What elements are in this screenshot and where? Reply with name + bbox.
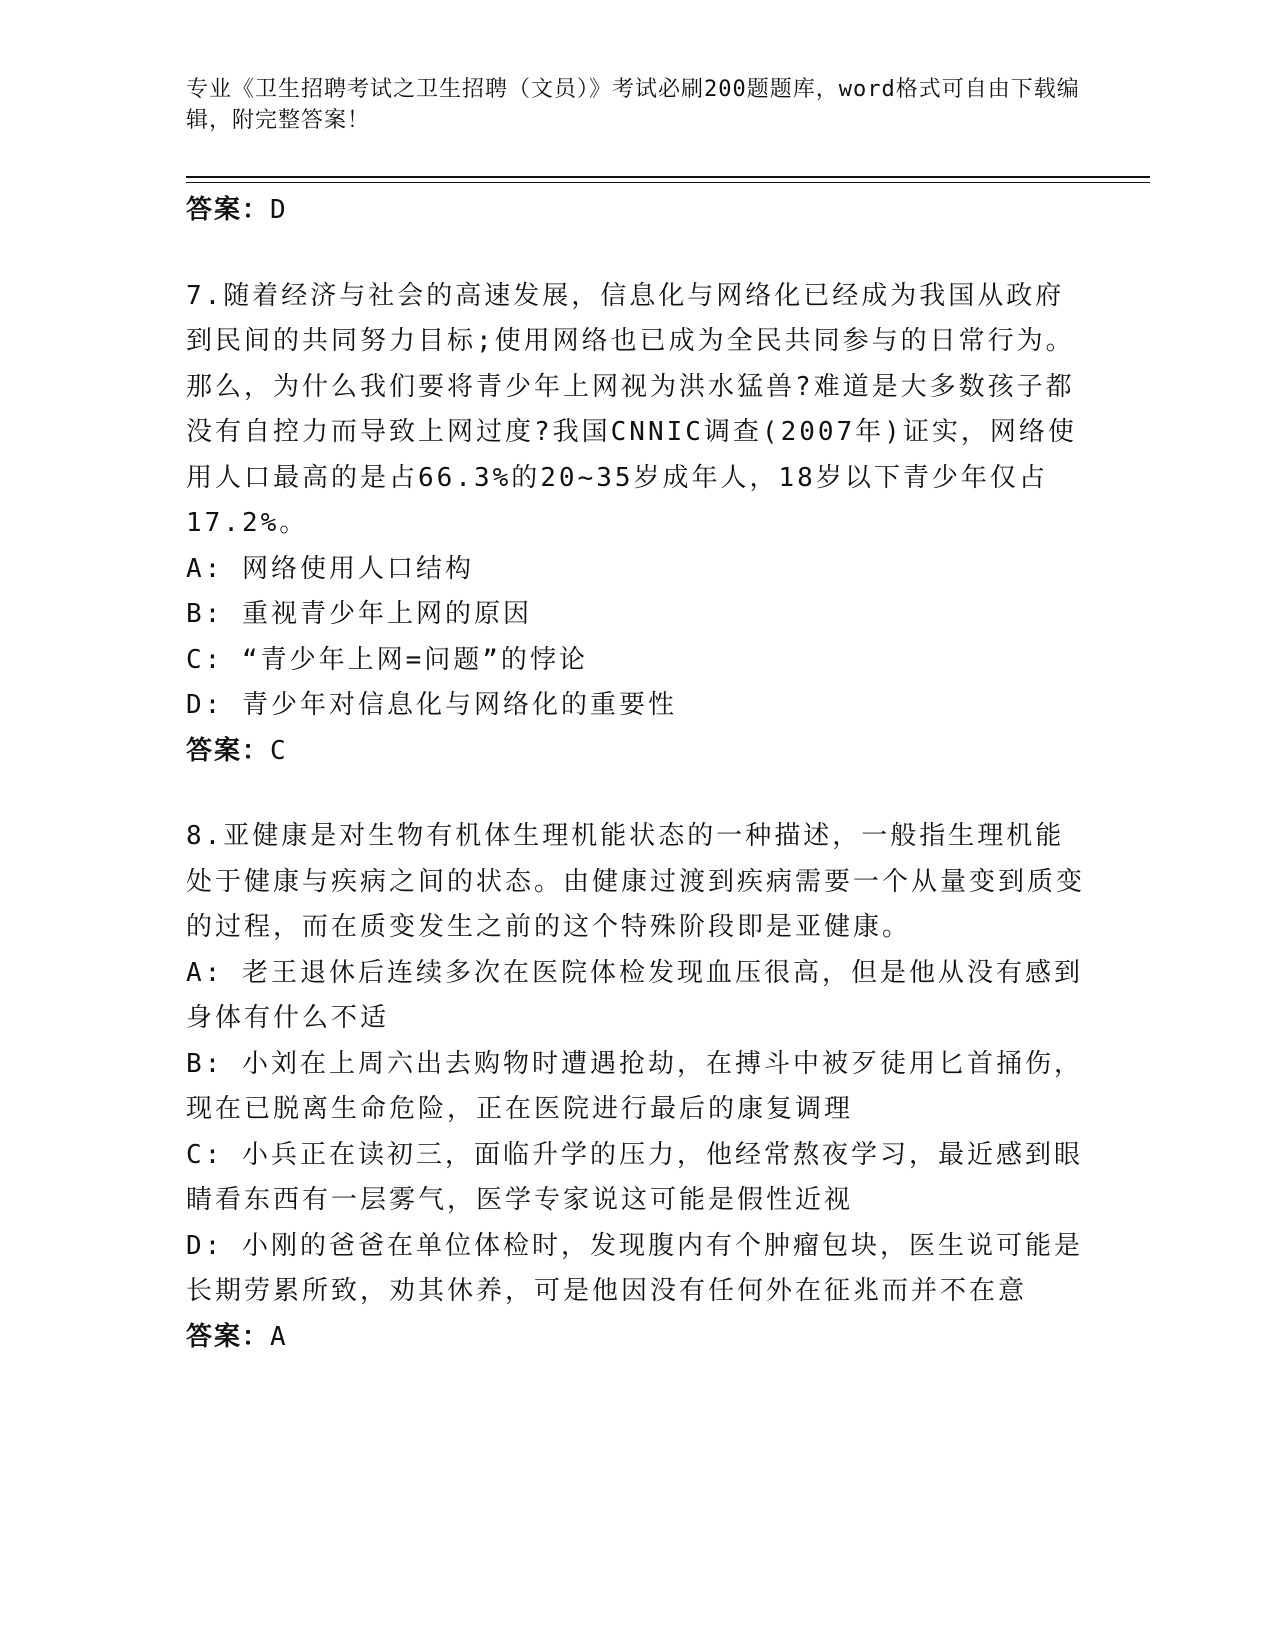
question-stem: 8.亚健康是对生物有机体生理机能状态的一种描述，一般指生理机能处于健康与疾病之间的状态。由健康过渡到疾病需要一个从量变到质变的过程，而在质变发生之前的这个特殊阶段即是亚健康。 — [186, 821, 1086, 942]
question-answer — [186, 729, 1086, 775]
answer-value: A — [270, 1321, 288, 1352]
document-header: 专业《卫生招聘考试之卫生招聘（文员）》考试必刷200题题库，word格式可自由下载编辑，附完整答案！ — [186, 77, 1080, 133]
question-8 — [186, 814, 1086, 1360]
header-rule-thin — [186, 182, 1150, 183]
option-c: C: “青少年上网=问题”的悖论 — [186, 644, 588, 675]
answer-value: C — [270, 735, 288, 766]
header-rule-thick — [186, 176, 1150, 178]
question-7 — [186, 274, 1086, 775]
option-a: A: 老王退休后连续多次在医院体检发现血压很高，但是他从没有感到身体有什么不适 — [186, 957, 1083, 1033]
option-b: B: 小刘在上周六出去购物时遭遇抢劫，在搏斗中被歹徒用匕首捅伤，现在已脱离生命危险，正在医院进行最后的康复调理 — [186, 1048, 1083, 1124]
question-answer — [186, 1315, 1086, 1361]
option-b: B: 重视青少年上网的原因 — [186, 599, 532, 629]
previous-answer — [186, 188, 1086, 234]
answer-value: D — [270, 195, 288, 225]
question-stem: 7.随着经济与社会的高速发展，信息化与网络化已经成为我国从政府到民间的共同努力目标;使用网络也已成为全民共同参与的日常行为。那么，为什么我们要将青少年上网视为洪水猛兽?难道是大多数孩子都没有自控力而导致上网过度?我国CNNIC调查(2007年)证实，网络使用人口最高的是占66.3%的20~35岁成年人，18岁以下青少年仅占17.2%。 — [186, 280, 1077, 538]
answer-label: 答案： — [186, 1321, 271, 1352]
option-c: C: 小兵正在读初三，面临升学的压力，他经常熬夜学习，最近感到眼睛看东西有一层雾气，医学专家说这可能是假性近视 — [186, 1139, 1083, 1215]
document-body — [186, 188, 1086, 1360]
option-d: D: 小刚的爸爸在单位体检时，发现腹内有个肿瘤包块，医生说可能是长期劳累所致，劝其休养，可是他因没有任何外在征兆而并不在意 — [186, 1230, 1083, 1306]
option-a: A: 网络使用人口结构 — [186, 553, 474, 584]
answer-label: 答案： — [186, 195, 271, 225]
option-d: D: 青少年对信息化与网络化的重要性 — [186, 690, 677, 720]
answer-label: 答案： — [186, 735, 271, 766]
